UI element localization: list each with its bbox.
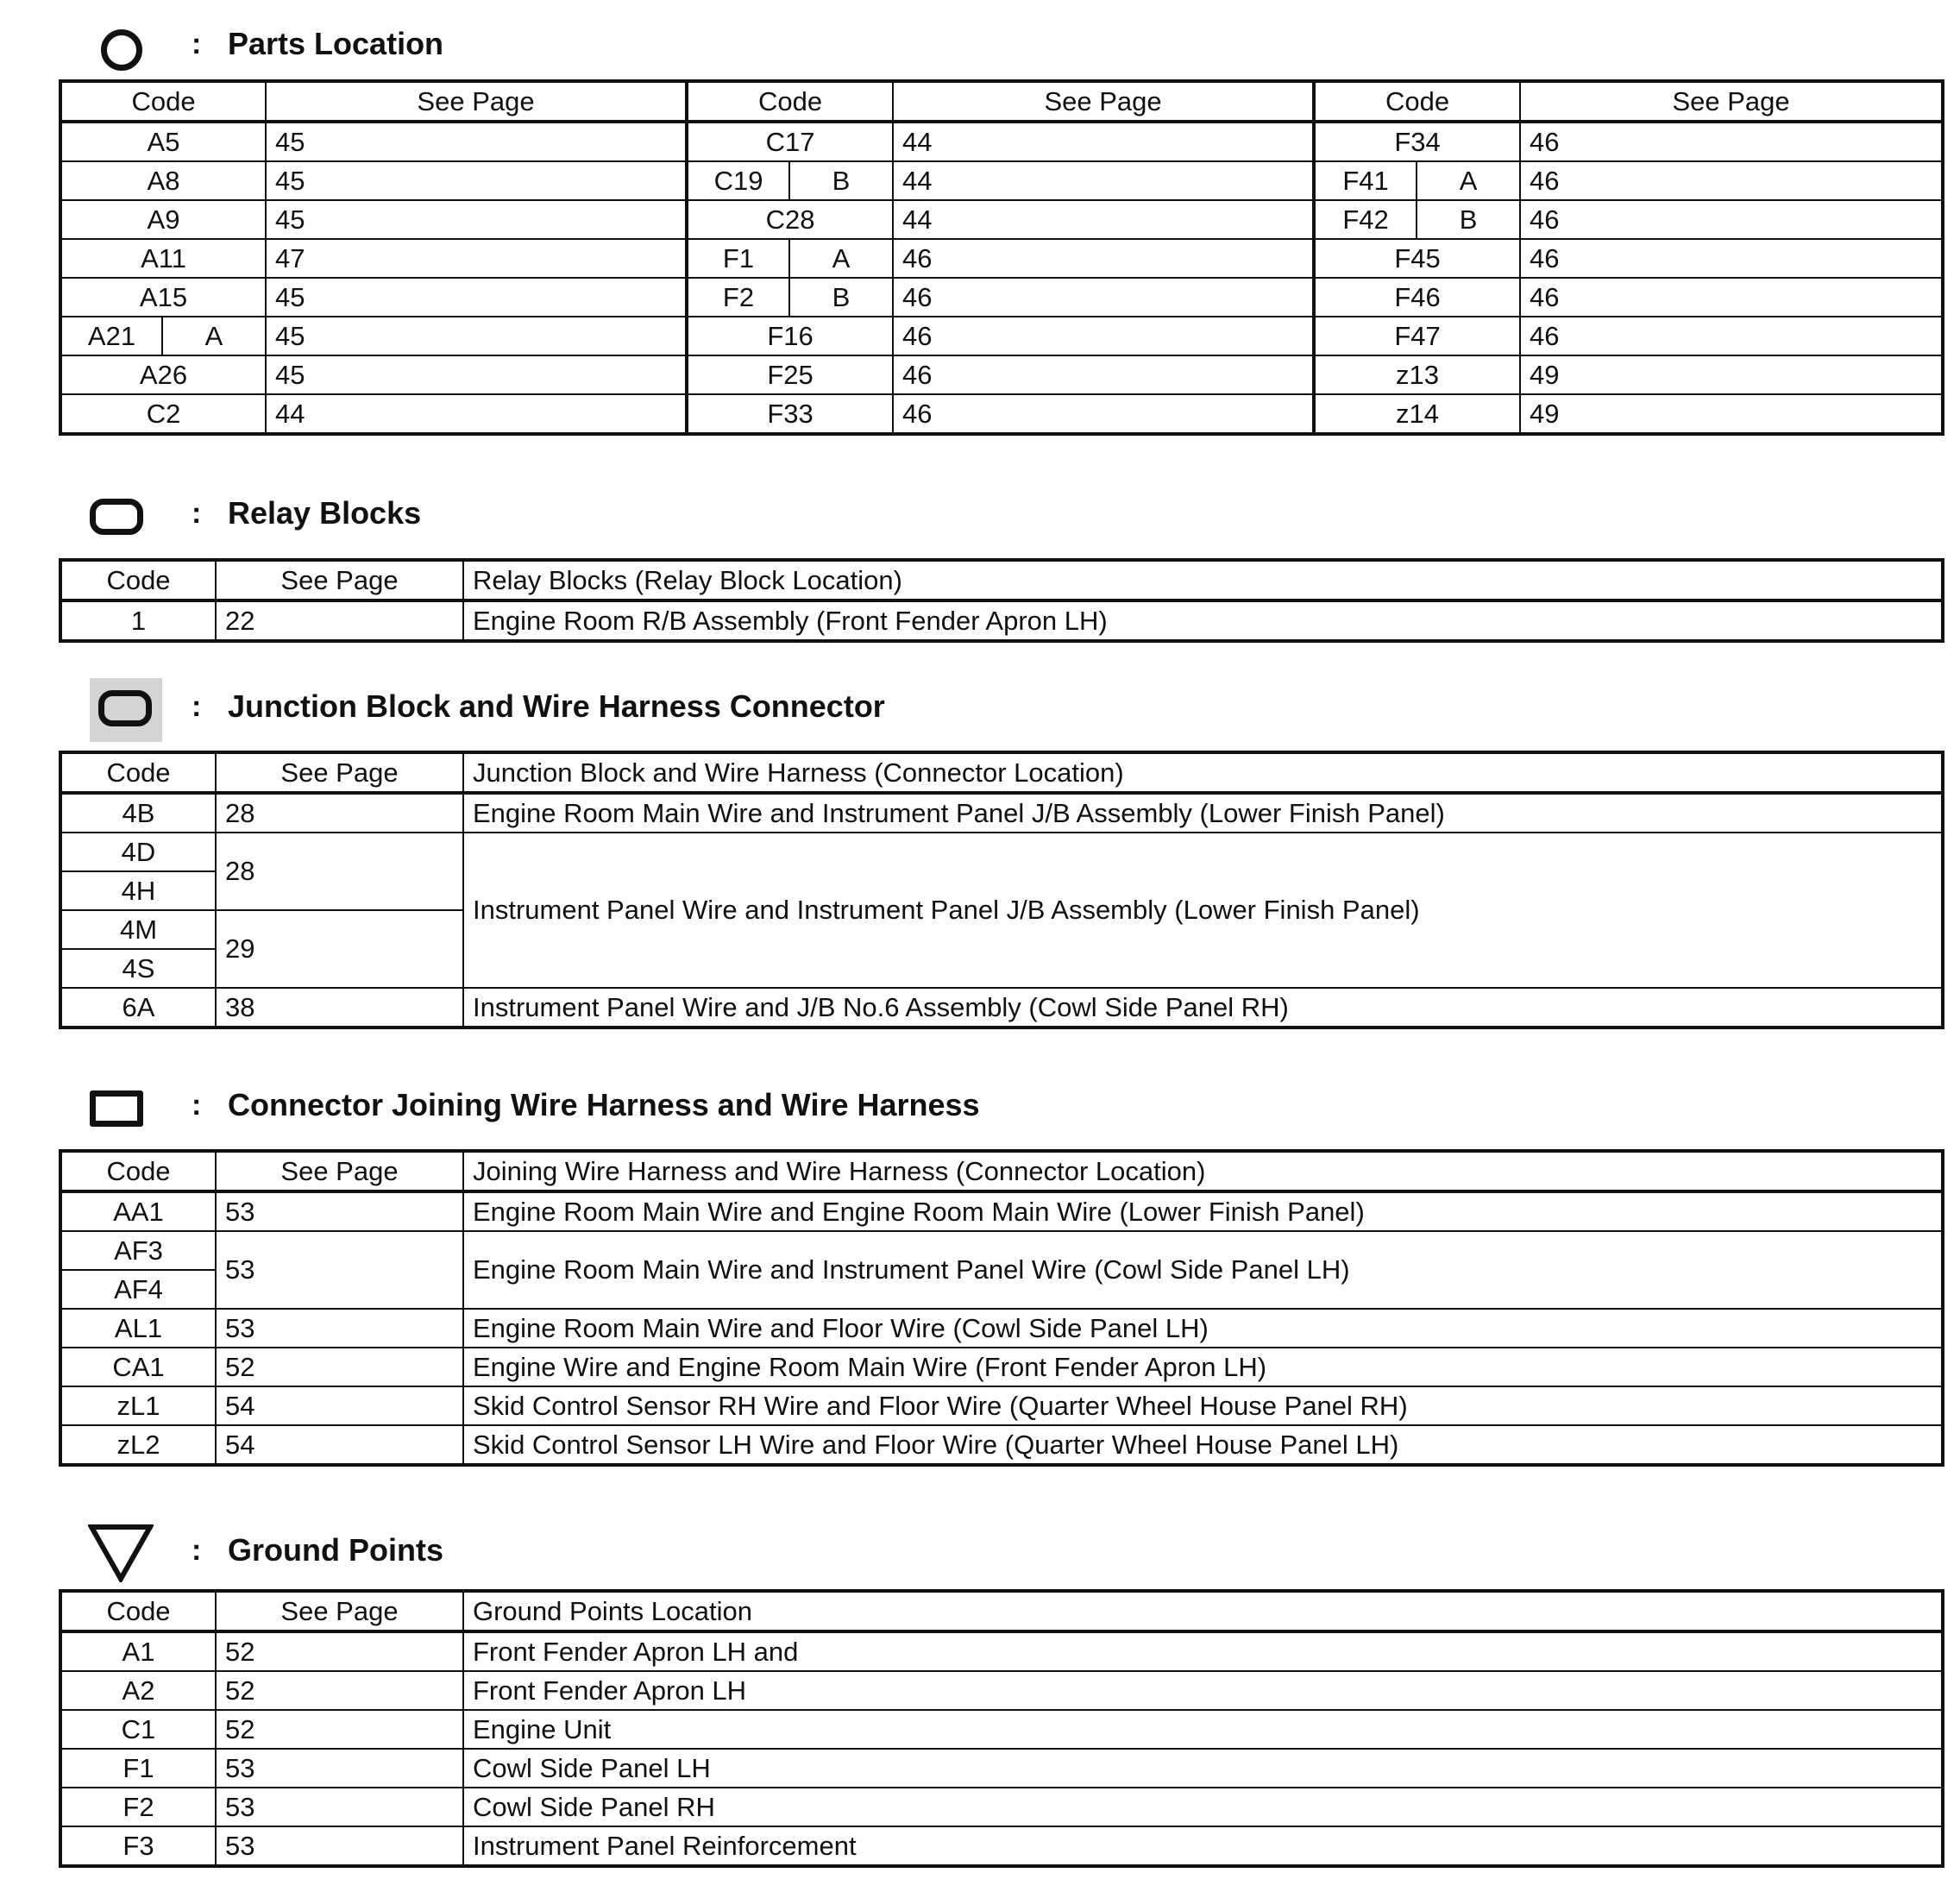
part-code: F41 [1314,161,1417,200]
connector-joining-body [60,1151,1943,1465]
col-header-see-page: See Page [216,1151,463,1191]
row-code: C1 [60,1710,216,1749]
part-see-page: 46 [893,278,1314,317]
col-header-code: Code [60,1151,216,1191]
table-row [60,1826,1943,1866]
row-code: A2 [60,1671,216,1710]
row-code: AF4 [60,1270,216,1309]
row-see-page: 28 [216,833,463,910]
table-row [60,1749,1943,1788]
ground-points-title: Ground Points [228,1532,443,1568]
ground-points-colon: : [192,1534,202,1567]
col-header-see-page: See Page [893,81,1314,122]
row-see-page: 53 [216,1749,463,1788]
table-row [60,278,1943,317]
row-code: F2 [60,1788,216,1826]
relay-blocks-title: Relay Blocks [228,495,422,531]
part-code: F47 [1314,317,1520,355]
row-code: zL2 [60,1425,216,1465]
table-row [60,1710,1943,1749]
part-code: F46 [1314,278,1520,317]
row-code: 4B [60,793,216,833]
row-see-page: 52 [216,1671,463,1710]
table-row [60,1386,1943,1425]
row-code: 6A [60,988,216,1028]
table-row [60,1788,1943,1826]
row-description: Engine Room Main Wire and Engine Room Main Wire (Lower Finish Panel) [463,1191,1943,1231]
row-description: Instrument Panel Wire and J/B No.6 Assembly (Cowl Side Panel RH) [463,988,1943,1028]
part-code: C19 [687,161,789,200]
connector-joining-table [59,1149,1944,1467]
row-see-page: 28 [216,793,463,833]
part-code: F34 [1314,122,1520,161]
table-row [60,394,1943,434]
header-row [60,752,1943,793]
row-see-page: 53 [216,1231,463,1309]
col-header-code: Code [60,560,216,600]
row-code: zL1 [60,1386,216,1425]
row-see-page: 22 [216,600,463,641]
part-code: C17 [687,122,893,161]
relay-blocks-body [60,560,1943,641]
row-see-page: 52 [216,1631,463,1671]
part-code: A26 [60,355,266,394]
part-see-page: 45 [266,317,687,355]
rounded-rectangle-symbol-icon [90,499,143,535]
row-code: 1 [60,600,216,641]
junction-block-title: Junction Block and Wire Harness Connector [228,688,885,724]
junction-block-colon: : [192,690,202,723]
part-code-variant: A [162,317,266,355]
parts-location-table [59,79,1944,436]
row-description: Cowl Side Panel LH [463,1749,1943,1788]
part-code: F1 [687,239,789,278]
table-row [60,1309,1943,1348]
row-description: Engine Unit [463,1710,1943,1749]
rectangle-symbol-icon [90,1090,143,1127]
row-see-page: 53 [216,1826,463,1866]
header-row [60,1151,1943,1191]
parts-location-title: Parts Location [228,26,444,61]
row-description: Engine Wire and Engine Room Main Wire (Front Fender Apron LH) [463,1348,1943,1386]
part-see-page: 45 [266,200,687,239]
col-header-description: Joining Wire Harness and Wire Harness (Connector Location) [463,1151,1943,1191]
connector-joining-title: Connector Joining Wire Harness and Wire Harness [228,1087,980,1122]
part-code: A11 [60,239,266,278]
part-code: A9 [60,200,266,239]
parts-location-colon: : [192,28,202,60]
part-see-page: 46 [1520,161,1943,200]
row-description: Cowl Side Panel RH [463,1788,1943,1826]
part-code: A15 [60,278,266,317]
col-header-see-page: See Page [216,560,463,600]
row-see-page: 52 [216,1710,463,1749]
part-code: F16 [687,317,893,355]
part-code: F33 [687,394,893,434]
col-header-code: Code [60,81,266,122]
part-see-page: 46 [893,394,1314,434]
row-code: 4D [60,833,216,871]
row-see-page: 29 [216,910,463,988]
part-see-page: 46 [893,317,1314,355]
col-header-see-page: See Page [216,1591,463,1631]
part-see-page: 46 [1520,200,1943,239]
part-see-page: 46 [1520,122,1943,161]
part-see-page: 47 [266,239,687,278]
col-header-code: Code [687,81,893,122]
part-see-page: 45 [266,278,687,317]
header-row [60,1591,1943,1631]
row-see-page: 53 [216,1191,463,1231]
row-code: AL1 [60,1309,216,1348]
col-header-description: Ground Points Location [463,1591,1943,1631]
ground-points-table [59,1589,1944,1868]
part-code: A5 [60,122,266,161]
junction-block-table [59,751,1944,1029]
row-description: Engine Room R/B Assembly (Front Fender Apron LH) [463,600,1943,641]
row-description: Skid Control Sensor LH Wire and Floor Wire (Quarter Wheel House Panel LH) [463,1425,1943,1465]
row-code: F3 [60,1826,216,1866]
header-row [60,560,1943,600]
part-see-page: 44 [893,161,1314,200]
row-code: CA1 [60,1348,216,1386]
part-code: z13 [1314,355,1520,394]
parts-location-header-row [60,81,1943,122]
table-row [60,833,1943,871]
table-row [60,317,1943,355]
part-code-variant: A [1417,161,1520,200]
row-description: Engine Room Main Wire and Floor Wire (Cowl Side Panel LH) [463,1309,1943,1348]
part-code: C2 [60,394,266,434]
col-header-see-page: See Page [266,81,687,122]
parts-location-body [60,81,1943,434]
part-code: z14 [1314,394,1520,434]
part-code: A8 [60,161,266,200]
table-row [60,200,1943,239]
junction-block-body [60,752,1943,1028]
part-code: A21 [60,317,162,355]
part-see-page: 44 [266,394,687,434]
col-header-code: Code [60,1591,216,1631]
shaded-rounded-rectangle-symbol-icon [98,690,152,726]
col-header-description: Junction Block and Wire Harness (Connector Location) [463,752,1943,793]
row-see-page: 54 [216,1425,463,1465]
ground-points-body [60,1591,1943,1866]
row-code: A1 [60,1631,216,1671]
table-row [60,600,1943,641]
table-row [60,1348,1943,1386]
part-see-page: 46 [893,239,1314,278]
col-header-see-page: See Page [216,752,463,793]
col-header-description: Relay Blocks (Relay Block Location) [463,560,1943,600]
part-code: F42 [1314,200,1417,239]
row-code: 4S [60,949,216,988]
part-see-page: 46 [1520,239,1943,278]
part-code: F2 [687,278,789,317]
row-see-page: 54 [216,1386,463,1425]
table-row [60,1425,1943,1465]
row-description: Front Fender Apron LH and [463,1631,1943,1671]
row-code: 4H [60,871,216,910]
part-code: C28 [687,200,893,239]
col-header-code: Code [1314,81,1520,122]
col-header-code: Code [60,752,216,793]
part-code-variant: B [1417,200,1520,239]
table-row [60,122,1943,161]
table-row [60,161,1943,200]
part-see-page: 49 [1520,394,1943,434]
table-row [60,1231,1943,1270]
table-row [60,988,1943,1028]
part-see-page: 46 [1520,317,1943,355]
row-see-page: 53 [216,1309,463,1348]
part-see-page: 45 [266,161,687,200]
part-code-variant: A [789,239,893,278]
part-see-page: 46 [1520,278,1943,317]
part-code-variant: B [789,161,893,200]
row-description: Engine Room Main Wire and Instrument Panel Wire (Cowl Side Panel LH) [463,1231,1943,1309]
part-code: F25 [687,355,893,394]
part-code: F45 [1314,239,1520,278]
table-row [60,1671,1943,1710]
table-row [60,793,1943,833]
row-description: Instrument Panel Wire and Instrument Panel J/B Assembly (Lower Finish Panel) [463,833,1943,988]
row-see-page: 38 [216,988,463,1028]
part-code-variant: B [789,278,893,317]
part-see-page: 45 [266,122,687,161]
relay-blocks-table [59,558,1944,643]
part-see-page: 46 [893,355,1314,394]
table-row [60,1191,1943,1231]
triangle-symbol-icon [88,1524,154,1582]
part-see-page: 49 [1520,355,1943,394]
row-code: AF3 [60,1231,216,1270]
connector-joining-colon: : [192,1089,202,1122]
row-description: Engine Room Main Wire and Instrument Panel J/B Assembly (Lower Finish Panel) [463,793,1943,833]
table-row [60,1631,1943,1671]
table-row [60,239,1943,278]
row-see-page: 53 [216,1788,463,1826]
row-description: Instrument Panel Reinforcement [463,1826,1943,1866]
row-description: Front Fender Apron LH [463,1671,1943,1710]
row-code: 4M [60,910,216,949]
part-see-page: 44 [893,122,1314,161]
row-code: AA1 [60,1191,216,1231]
row-see-page: 52 [216,1348,463,1386]
relay-blocks-colon: : [192,497,202,530]
part-see-page: 45 [266,355,687,394]
part-see-page: 44 [893,200,1314,239]
row-code: F1 [60,1749,216,1788]
table-row [60,355,1943,394]
col-header-see-page: See Page [1520,81,1943,122]
circle-symbol-icon [101,29,142,71]
row-description: Skid Control Sensor RH Wire and Floor Wire (Quarter Wheel House Panel RH) [463,1386,1943,1425]
